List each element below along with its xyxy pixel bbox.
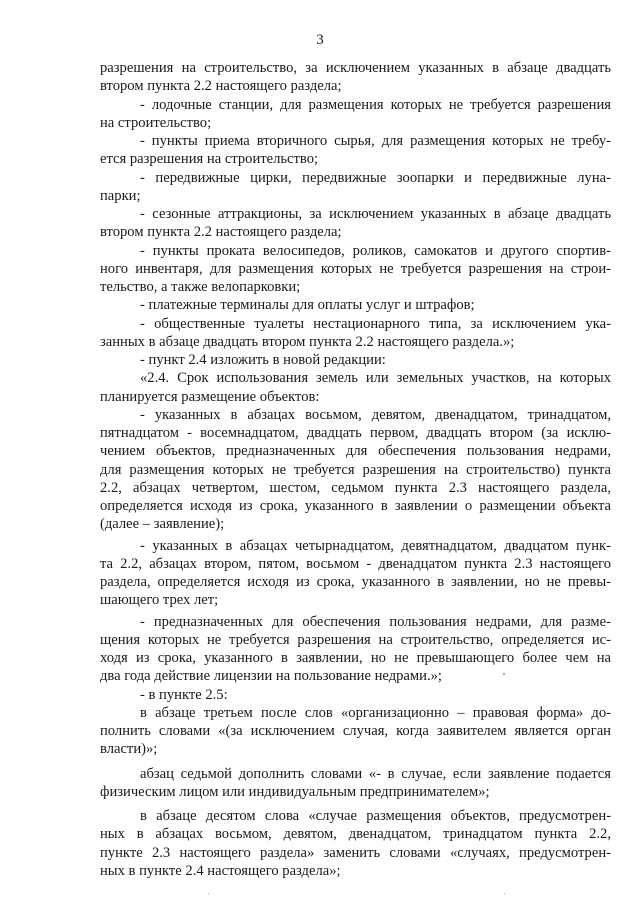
- text-line: ных в абзацах восьмом, девятом, двенадцатом, тринадцатом пункта 2.2,: [100, 826, 611, 843]
- text-line: - передвижные цирки, передвижные зоопарки и передвижные луна-: [140, 169, 611, 186]
- text-line: занных в абзаце двадцать втором пункта 2.2 настоящего раздела.»;: [100, 333, 515, 350]
- text-line: щения которых не требуется разрешения на строительство, определяется ис-: [100, 631, 611, 648]
- document-body: [100, 59, 611, 880]
- text-line: абзац седьмой дополнить словами «- в случае, если заявление подается: [140, 765, 611, 782]
- text-line: раздела, определяется исходя из срока, указанного в заявлении, но не превы-: [100, 574, 611, 590]
- text-line: шающего трех лет;: [100, 592, 219, 609]
- text-line: тельство, а также велопарковки;: [100, 279, 301, 295]
- text-line: ного инвентаря, для размещения которых не требуется разрешения на строи-: [100, 260, 611, 277]
- text-line: парки;: [100, 187, 141, 204]
- text-line: власти)»;: [100, 741, 158, 758]
- text-line: - общественные туалеты нестационарного типа, за исключением ука-: [140, 315, 611, 332]
- page-number: 3: [316, 32, 324, 48]
- text-line: ется разрешения на строительство;: [100, 151, 319, 168]
- text-line: для размещения которых не требуется разрешения на строительство) пункта: [100, 461, 611, 478]
- text-line: два года действие лицензии на пользование недрами.»;: [100, 668, 442, 685]
- text-line: ходя из срока, указанного в заявлении, но не превышающего более чем на: [100, 650, 611, 666]
- text-line: определяется исходя из срока, указанного в заявлении о размещении объекта: [100, 498, 611, 514]
- scan-speck: [503, 673, 505, 675]
- text-line: - указанных в абзацах четырнадцатом, девятнадцатом, двадцатом пунк-: [140, 537, 611, 554]
- text-line: - предназначенных для обеспечения пользования недрами, для разме-: [140, 613, 611, 630]
- text-line: втором пункта 2.2 настоящего раздела;: [100, 78, 342, 95]
- text-line: ных в пункте 2.4 настоящего раздела»;: [100, 862, 341, 879]
- text-line: - указанных в абзацах восьмом, девятом, двенадцатом, тринадцатом,: [140, 406, 611, 423]
- text-line: - пункт 2.4 изложить в новой редакции:: [140, 352, 386, 368]
- text-line: пятнадцатом - восемнадцатом, двадцать первом, двадцать втором (за исклю-: [100, 425, 611, 441]
- scan-speck: [208, 893, 209, 894]
- text-line: (далее – заявление);: [100, 516, 225, 533]
- text-line: физическим лицом или индивидуальным предпринимателем»;: [100, 783, 490, 800]
- text-line: планируется размещение объектов:: [100, 388, 320, 405]
- text-line: в абзаце десятом слова «случае размещения объектов, предусмотрен-: [140, 808, 611, 824]
- text-line: - платежные терминалы для оплаты услуг и штрафов;: [140, 297, 475, 314]
- text-line: полнить словами «(за исключением случая, когда заявителем является орган: [100, 723, 611, 739]
- text-line: чением объектов, предназначенных для обеспечения пользования недрами,: [100, 443, 611, 460]
- text-line: на строительство;: [100, 114, 212, 131]
- text-line: - пункты проката велосипедов, роликов, самокатов и другого спортив-: [140, 242, 611, 259]
- text-line: втором пункта 2.2 настоящего раздела;: [100, 224, 342, 241]
- text-line: пункте 2.3 настоящего раздела» заменить словами «случаях, предусмотрен-: [100, 844, 611, 861]
- text-line: - сезонные аттракционы, за исключением указанных в абзаце двадцать: [140, 206, 611, 222]
- text-line: - лодочные станции, для размещения которых не требуется разрешения: [140, 96, 611, 113]
- text-line: та 2.2, абзацах втором, пятом, восьмом - двенадцатом пункта 2.3 настоящего: [100, 555, 611, 572]
- text-line: «2.4. Срок использования земель или земельных участков, на которых: [140, 370, 611, 387]
- text-line: - пункты приема вторичного сырья, для размещения которых не требу-: [140, 133, 611, 149]
- text-line: 2.2, абзацах четвертом, шестом, седьмом пункта 2.3 настоящего раздела,: [100, 479, 611, 496]
- text-line: разрешения на строительство, за исключением указанных в абзаце двадцать: [100, 60, 611, 76]
- scan-speck: [504, 893, 505, 894]
- text-line: в абзаце третьем после слов «организационно – правовая форма» до-: [140, 704, 611, 721]
- text-line: - в пункте 2.5:: [140, 686, 228, 703]
